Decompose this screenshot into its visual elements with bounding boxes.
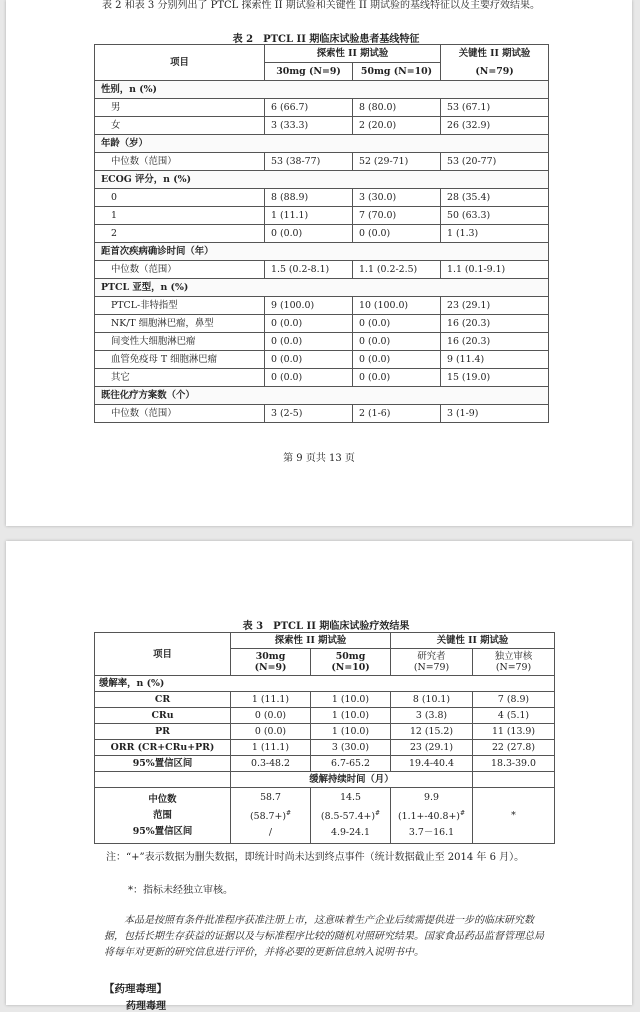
section-label: 既往化疗方案数（个）: [95, 387, 549, 405]
cell-30mg: 0 (0.0): [231, 724, 311, 740]
t3-col-explore-header: 探索性 II 期试验: [231, 633, 391, 649]
table-row: [95, 369, 549, 387]
duration-30mg-sup: #: [286, 810, 292, 817]
cell-pivotal: 16 (20.3): [441, 315, 549, 333]
cell-50mg: 0 (0.0): [353, 351, 441, 369]
cell-50mg: 6.7-65.2: [311, 756, 391, 772]
duration-inv-sup: #: [459, 810, 465, 817]
duration-30mg-ci: /: [268, 827, 273, 839]
row-label: 2: [95, 225, 265, 243]
cell-investigator: 23 (29.1): [391, 740, 473, 756]
t3-col-investigator-label: 研究者: [417, 651, 446, 662]
duration-inv-range: [395, 806, 468, 825]
cell-pivotal: 26 (32.9): [441, 117, 549, 135]
section-label: PTCL 亚型，n (%): [95, 279, 549, 297]
row-label: CR: [95, 692, 231, 708]
duration-30mg-median: 58.7: [260, 792, 281, 803]
t3-col-independent-n: (N=79): [495, 662, 532, 673]
section-row: [95, 279, 549, 297]
row-label: 中位数（范围）: [95, 405, 265, 423]
cell-30mg: 0 (0.0): [265, 351, 353, 369]
section-row: [95, 171, 549, 189]
table-row: [95, 756, 555, 772]
cell-50mg: 3 (30.0): [311, 740, 391, 756]
duration-50mg: [311, 788, 391, 844]
cell-pivotal: 53 (20-77): [441, 153, 549, 171]
row-label: 女: [95, 117, 265, 135]
table-row: [95, 692, 555, 708]
table-row: [95, 724, 555, 740]
duration-50mg-median: 14.5: [340, 792, 361, 803]
cell-pivotal: 53 (67.1): [441, 99, 549, 117]
table-row: [95, 333, 549, 351]
cell-50mg: 0 (0.0): [353, 333, 441, 351]
page-number: 第 9 页共 13 页: [283, 453, 355, 464]
table-row: [95, 189, 549, 207]
section-row: [95, 243, 549, 261]
cell-30mg: 1 (11.1): [265, 207, 353, 225]
cell-50mg: 2 (20.0): [353, 117, 441, 135]
table-row: [95, 708, 555, 724]
duration-30mg-range-value: (58.7+): [249, 811, 286, 823]
table-row: [95, 99, 549, 117]
section-heading: 【药理毒理】: [104, 983, 167, 995]
cell-30mg: 9 (100.0): [265, 297, 353, 315]
row-label: 0: [95, 189, 265, 207]
table-row: [95, 117, 549, 135]
t3-col-30mg: [231, 649, 311, 676]
cell-30mg: 0 (0.0): [265, 333, 353, 351]
row-label: 95%置信区间: [95, 756, 231, 772]
cell-50mg: 7 (70.0): [353, 207, 441, 225]
cell-pivotal: 50 (63.3): [441, 207, 549, 225]
duration-30mg-range: [235, 806, 306, 825]
cell-independent: 4 (5.1): [473, 708, 555, 724]
t3-col-independent-label: 独立审核: [494, 651, 533, 662]
row-label: 1: [95, 207, 265, 225]
t3-col-50mg-label: 50mg: [335, 651, 366, 662]
row-label: PR: [95, 724, 231, 740]
baseline-table-body: [95, 81, 549, 423]
t3-col-30mg-label: 30mg: [255, 651, 286, 662]
cell-30mg: 53 (38-77): [265, 153, 353, 171]
duration-inv-range-value: (1.1+-40.8+): [397, 811, 460, 823]
duration-inv-median: 9.9: [424, 792, 439, 803]
cell-independent: 18.3-39.0: [473, 756, 555, 772]
cell-30mg: 3 (2-5): [265, 405, 353, 423]
row-label: 血管免疫母 T 细胞淋巴瘤: [95, 351, 265, 369]
efficacy-table: [94, 632, 555, 844]
duration-section-blank: [95, 772, 231, 788]
duration-label-range: 范围: [153, 809, 172, 821]
row-label: 间变性大细胞淋巴瘤: [95, 333, 265, 351]
cell-30mg: 1 (11.1): [231, 740, 311, 756]
cell-50mg: 2 (1-6): [353, 405, 441, 423]
response-section-row: [95, 676, 555, 692]
col-pivotal-n-header: (N=79): [441, 63, 549, 81]
col-30mg-header: 30mg (N=9): [265, 63, 353, 81]
cell-50mg: 1 (10.0): [311, 692, 391, 708]
duration-50mg-sup: #: [375, 810, 381, 817]
row-label: ORR (CR+CRu+PR): [95, 740, 231, 756]
table-row: [95, 261, 549, 279]
t3-col-item-header: 项目: [95, 633, 231, 676]
baseline-table: [94, 44, 549, 423]
cell-pivotal: 1 (1.3): [441, 225, 549, 243]
cell-50mg: 1 (10.0): [311, 724, 391, 740]
section-label: 性别，n (%): [95, 81, 549, 99]
t3-col-pivotal-header: 关键性 II 期试验: [391, 633, 555, 649]
cell-30mg: 0.3-48.2: [231, 756, 311, 772]
section-row: [95, 387, 549, 405]
cell-50mg: 3 (30.0): [353, 189, 441, 207]
cell-50mg: 1 (10.0): [311, 708, 391, 724]
section-label: 距首次疾病确诊时间（年）: [95, 243, 549, 261]
table-row: [95, 225, 549, 243]
table-row: [95, 207, 549, 225]
section-label: ECOG 评分，n (%): [95, 171, 549, 189]
row-label: PTCL-非特指型: [95, 297, 265, 315]
duration-section-blank2: [473, 772, 555, 788]
cell-independent: 11 (13.9): [473, 724, 555, 740]
cell-independent: 7 (8.9): [473, 692, 555, 708]
table-row: [95, 351, 549, 369]
cell-pivotal: 9 (11.4): [441, 351, 549, 369]
duration-section-label: 缓解持续时间（月）: [231, 772, 473, 788]
row-label: CRu: [95, 708, 231, 724]
t3-col-investigator: [391, 649, 473, 676]
cell-investigator: 3 (3.8): [391, 708, 473, 724]
section-label: 年龄（岁）: [95, 135, 549, 153]
cell-investigator: 12 (15.2): [391, 724, 473, 740]
duration-investigator: [391, 788, 473, 844]
duration-inv-ci: 3.7－16.1: [408, 827, 455, 839]
cell-pivotal: 1.1 (0.1-9.1): [441, 261, 549, 279]
duration-50mg-range-value: (8.5-57.4+): [320, 811, 376, 823]
cell-investigator: 19.4-40.4: [391, 756, 473, 772]
row-label: NK/T 细胞淋巴瘤，鼻型: [95, 315, 265, 333]
t3-col-50mg-n: (N=10): [331, 662, 370, 673]
cell-30mg: 1.5 (0.2-8.1): [265, 261, 353, 279]
duration-50mg-ci: 4.9-24.1: [331, 827, 370, 839]
cell-50mg: 0 (0.0): [353, 315, 441, 333]
cell-30mg: 6 (66.7): [265, 99, 353, 117]
cell-investigator: 8 (10.1): [391, 692, 473, 708]
cell-pivotal: 28 (35.4): [441, 189, 549, 207]
footnote-not-reviewed: *：指标未经独立审核。: [128, 885, 233, 896]
table3-caption: 表 3 PTCL II 期临床试验疗效结果: [242, 621, 410, 632]
cell-50mg: 10 (100.0): [353, 297, 441, 315]
cell-pivotal: 15 (19.0): [441, 369, 549, 387]
cell-pivotal: 23 (29.1): [441, 297, 549, 315]
table-row: [95, 740, 555, 756]
duration-values-row: [95, 788, 555, 844]
cell-50mg: 8 (80.0): [353, 99, 441, 117]
conditional-approval-paragraph: 本品是按照有条件批准程序获准注册上市，这意味着生产企业后续需提供进一步的临床研究数据，包括长期生存获益的证据以及与标准程序比较的随机对照研究结果。国家食品药品监督管理总局将每年对更新的研究信息进行评价，并将必要的更新信息纳入说明书中。: [104, 915, 544, 958]
duration-label-median: 中位数: [148, 793, 177, 805]
duration-labels: [95, 788, 231, 844]
duration-independent: *: [473, 788, 555, 844]
table-row: [95, 315, 549, 333]
duration-label-ci: 95%置信区间: [132, 825, 193, 837]
table2-caption: 表 2 PTCL II 期临床试验患者基线特征: [232, 34, 420, 45]
row-label: 男: [95, 99, 265, 117]
col-50mg-header: 50mg (N=10): [353, 63, 441, 81]
t3-col-50mg: [311, 649, 391, 676]
row-label: 中位数（范围）: [95, 261, 265, 279]
document-page-9: [6, 0, 632, 526]
cell-30mg: 0 (0.0): [231, 708, 311, 724]
intro-text: 表 2 和表 3 分别列出了 PTCL 探索性 II 期试验和关键性 II 期试验的基线特征以及主要疗效结果。: [102, 0, 541, 11]
cell-independent: 22 (27.8): [473, 740, 555, 756]
cell-30mg: 0 (0.0): [265, 315, 353, 333]
subsection-heading: 药理毒理: [126, 1001, 166, 1012]
cell-pivotal: 3 (1-9): [441, 405, 549, 423]
footnote-censored: 注：“+”表示数据为删失数据，即统计时尚未达到终点事件（统计数据截止至 2014 年 6 月）。: [106, 852, 525, 863]
duration-section-row: [95, 772, 555, 788]
duration-30mg: [231, 788, 311, 844]
row-label: 中位数（范围）: [95, 153, 265, 171]
t3-col-30mg-n: (N=9): [254, 662, 287, 673]
table-row: [95, 405, 549, 423]
response-section-label: 缓解率，n (%): [95, 676, 555, 692]
col-item-header: 项目: [95, 45, 265, 81]
cell-pivotal: 16 (20.3): [441, 333, 549, 351]
cell-50mg: 1.1 (0.2-2.5): [353, 261, 441, 279]
table-row: [95, 297, 549, 315]
cell-30mg: 3 (33.3): [265, 117, 353, 135]
table-row: [95, 153, 549, 171]
col-pivotal-header: 关键性 II 期试验: [441, 45, 549, 63]
section-row: [95, 135, 549, 153]
document-page-10: [6, 541, 632, 1012]
cell-30mg: 8 (88.9): [265, 189, 353, 207]
cell-50mg: 52 (29-71): [353, 153, 441, 171]
cell-30mg: 1 (11.1): [231, 692, 311, 708]
cell-50mg: 0 (0.0): [353, 369, 441, 387]
t3-col-investigator-n: (N=79): [413, 662, 450, 673]
cell-30mg: 0 (0.0): [265, 369, 353, 387]
cell-30mg: 0 (0.0): [265, 225, 353, 243]
duration-50mg-range: [315, 806, 386, 825]
col-explore-header: 探索性 II 期试验: [265, 45, 441, 63]
efficacy-table-body: [95, 692, 555, 772]
section-row: [95, 81, 549, 99]
t3-col-independent: [473, 649, 555, 676]
row-label: 其它: [95, 369, 265, 387]
cell-50mg: 0 (0.0): [353, 225, 441, 243]
